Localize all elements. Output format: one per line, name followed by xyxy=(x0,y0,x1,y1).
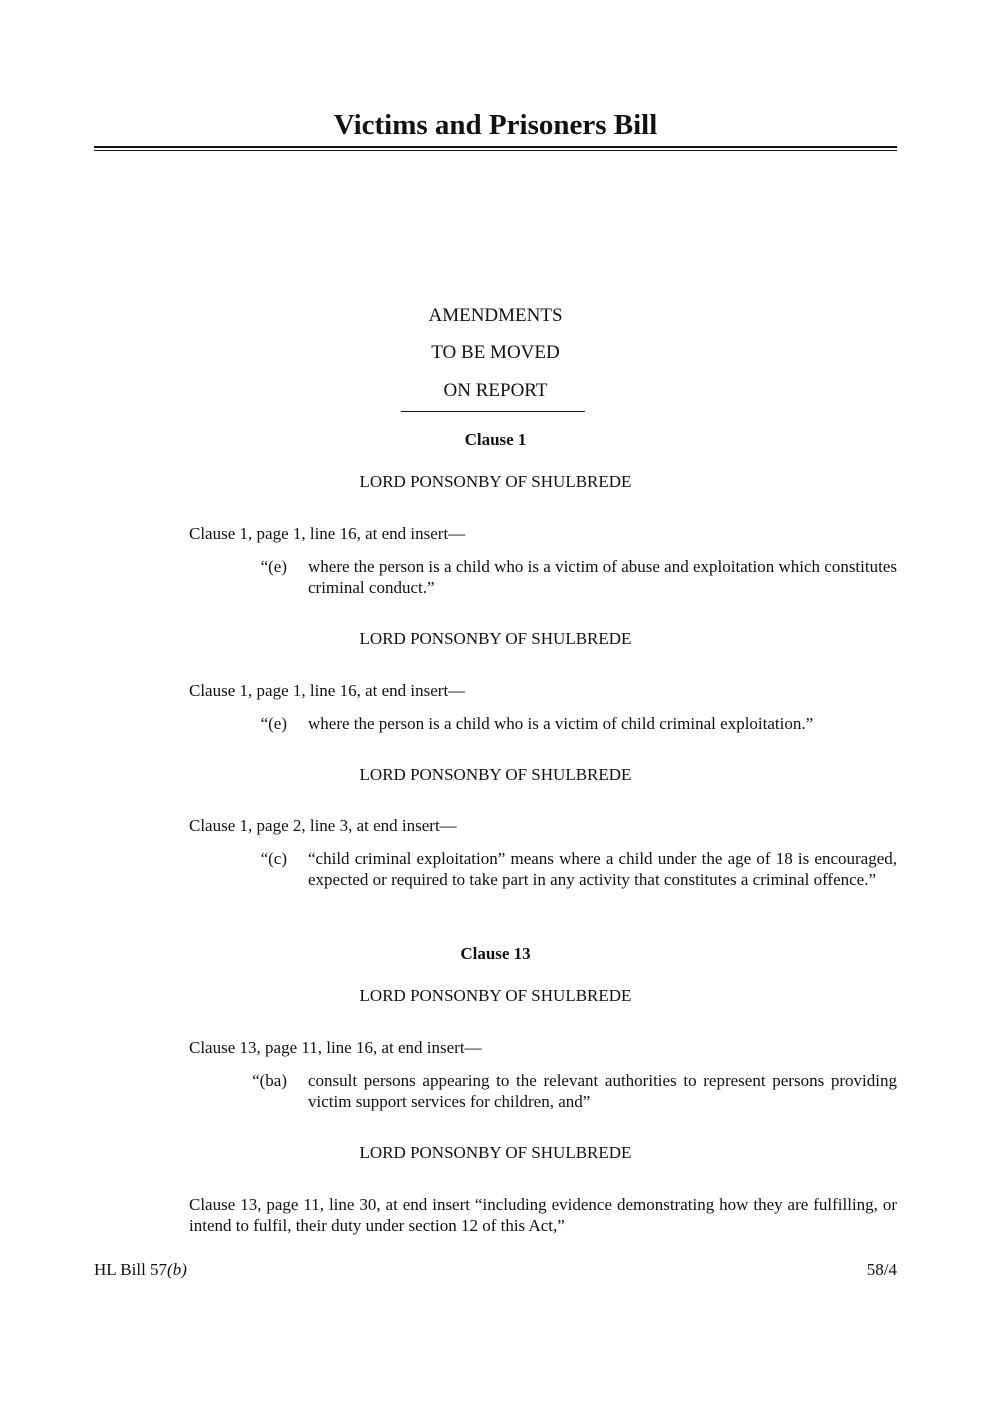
amendment-instruction: Clause 13, page 11, line 16, at end insert— xyxy=(189,1038,482,1057)
amendment-proposer: LORD PONSONBY OF SHULBREDE xyxy=(359,1143,632,1162)
bill-title: Victims and Prisoners Bill xyxy=(333,109,658,141)
clause-heading: Clause 1 xyxy=(464,430,527,449)
page-reference: 58/4 xyxy=(866,1260,897,1279)
title-double-rule xyxy=(94,146,897,151)
insert-label: “(c) xyxy=(260,849,287,868)
amendment-instruction: Clause 1, page 1, line 16, at end insert— xyxy=(189,524,466,543)
amendment-proposer: LORD PONSONBY OF SHULBREDE xyxy=(359,986,632,1005)
bill-number-text: HL Bill 57 xyxy=(94,1260,168,1279)
insert-text: consult persons appearing to the relevant authorities to represent persons providing victim support services for children, and” xyxy=(308,1071,897,1111)
bill-number xyxy=(94,1259,187,1281)
insert-label: “(ba) xyxy=(252,1071,287,1090)
heading-rule xyxy=(401,411,585,412)
amendment-instruction: Clause 13, page 11, line 30, at end insert “including evidence demonstrating how they are fulfilling, or intend to fulfil, their duty under section 12 of this Act,” xyxy=(189,1195,897,1235)
heading-to-be-moved: TO BE MOVED xyxy=(431,342,560,363)
amendment-proposer: LORD PONSONBY OF SHULBREDE xyxy=(359,472,632,491)
amendment-proposer: LORD PONSONBY OF SHULBREDE xyxy=(359,765,632,784)
amendment-instruction: Clause 1, page 1, line 16, at end insert— xyxy=(189,681,466,700)
insert-text: where the person is a child who is a victim of child criminal exploitation.” xyxy=(308,714,814,733)
insert-label: “(e) xyxy=(260,714,287,733)
insert-text: “child criminal exploitation” means where a child under the age of 18 is encouraged, expected or required to take part in any activity that constitutes a criminal offence.” xyxy=(308,849,897,889)
bill-number-suffix: (b) xyxy=(167,1260,187,1279)
insert-label: “(e) xyxy=(260,557,287,576)
insert-text: where the person is a child who is a victim of abuse and exploitation which constitutes criminal conduct.” xyxy=(308,557,897,597)
amendment-instruction: Clause 1, page 2, line 3, at end insert— xyxy=(189,816,457,835)
amendment-proposer: LORD PONSONBY OF SHULBREDE xyxy=(359,629,632,648)
heading-amendments: AMENDMENTS xyxy=(428,305,563,326)
heading-on-report: ON REPORT xyxy=(443,380,548,401)
clause-heading: Clause 13 xyxy=(460,944,531,963)
